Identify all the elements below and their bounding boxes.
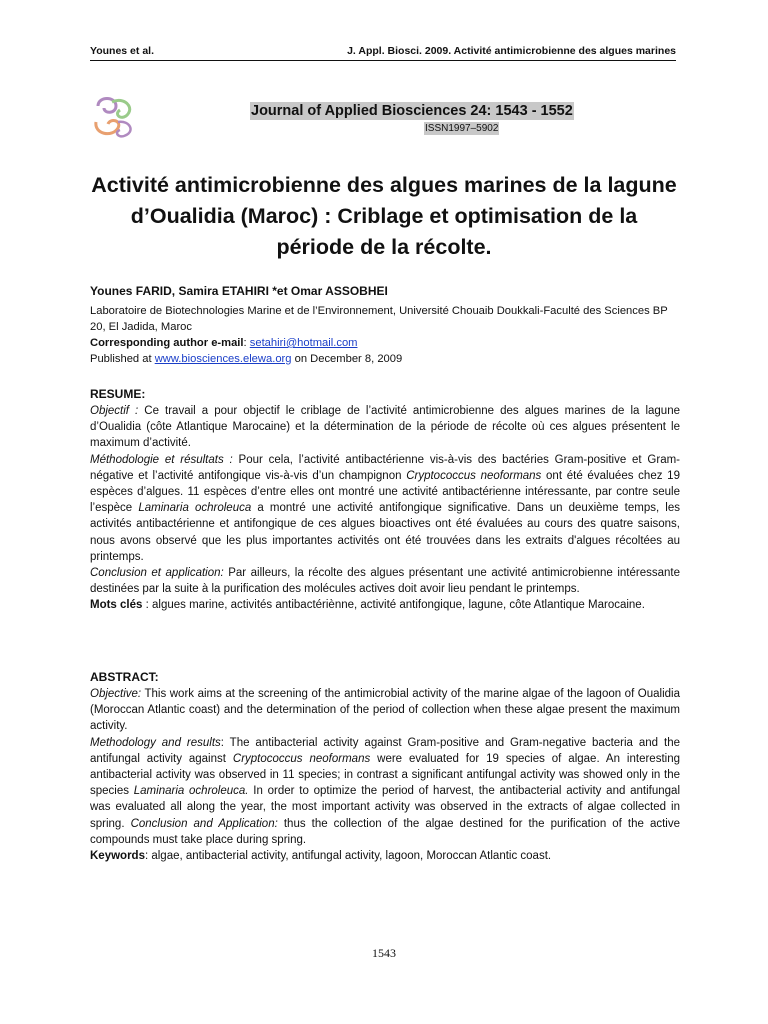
resume-methods xyxy=(90,452,680,565)
abstract-keywords-text: : algae, antibacterial activity, antifungal activity, lagoon, Moroccan Atlantic coast. xyxy=(144,850,552,863)
resume-methods-text-1: Pour cela, l’activité antibactérienne vis-à-vis des bactéries Gram-positive et Gram-négative et l’activité antifongique vis-à-vis d’un champignon xyxy=(90,453,680,482)
abstract-methods xyxy=(90,735,680,848)
resume-heading: RESUME: xyxy=(90,387,146,401)
publisher-url-link[interactable]: www.biosciences.elewa.org xyxy=(154,353,292,365)
resume-keywords xyxy=(90,597,680,613)
abstract-methods-text-2: were evaluated for 19 species of algae. An interesting antibacterial activity was observed in 11 species; in contrast a significant antifungal activity was showed only in the species xyxy=(90,752,680,798)
abstract-methods-text-3: In order to optimize the period of harvest, the antibacterial activity and antifungal was evaluated all along the year, the most important activity was observed in the extracts of algae collected in spring. xyxy=(90,785,681,830)
page-number: 1543 xyxy=(372,946,396,960)
publication-line xyxy=(90,351,680,367)
abstract-keywords-label: Keywords xyxy=(90,850,145,863)
abstract-keywords xyxy=(90,848,680,864)
resume-methods-label: Méthodologie et résultats : xyxy=(90,453,233,466)
resume-keywords-label: Mots clés xyxy=(90,599,143,612)
issn: ISSN1997–5902 xyxy=(425,123,499,134)
abstract-section xyxy=(90,668,680,864)
resume-objective-label: Objectif : xyxy=(90,405,139,417)
running-head-authors: Younes et al. xyxy=(90,45,154,57)
abstract-conclusion-label: Conclusion and Application: xyxy=(130,817,278,830)
resume-objective xyxy=(90,403,680,452)
abstract-objective xyxy=(90,686,680,735)
corresponding-email-link[interactable]: setahiri@hotmail.com xyxy=(249,337,358,349)
corresponding-author: Corresponding author e-mail: setahiri@hotmail.com xyxy=(90,337,358,349)
resume-conclusion-label: Conclusion et application: xyxy=(90,567,224,580)
resume-keywords-text: : algues marine, activités antibactériènne, activité antifongique, lagune, côte Atlantique Marocaine. xyxy=(142,599,645,612)
abstract-methods-label: Methodology and results xyxy=(90,736,221,749)
resume-objective-text: Ce travail a pour objectif le criblage de l’activité antimicrobienne des algues marines de la lagune d’Oualidia (côte Atlantique Marocaine) et la détermination de la période de récolte où ces algues présentent le maximum d’activité. xyxy=(90,405,680,450)
published-prefix: Published at xyxy=(90,353,152,365)
resume-species-2: Laminaria ochroleuca xyxy=(138,502,252,515)
resume-methods-text-3: a montré une activité antifongique significative. Dans un deuxième temps, les activités antibactérienne et antifongique de ces algues bioactives ont été évaluées au cours des quatre saisons, nous avons observé que les plus importantes activités ont été trouvées dans les extraits d'algues récoltées au printemps. xyxy=(90,502,680,563)
article-meta xyxy=(90,303,680,367)
journal-title: Journal of Applied Biosciences 24: 1543 - 1552 xyxy=(251,103,573,119)
resume-section xyxy=(90,385,680,614)
journal-logo-icon xyxy=(90,92,140,140)
authors: Younes FARID, Samira ETAHIRI *et Omar ASSOBHEI xyxy=(90,284,388,298)
affiliation: Laboratoire de Biotechnologies Marine et de l’Environnement, Université Chouaib Doukkali-Faculté des Sciences BP 20, El Jadida, Maroc xyxy=(90,305,668,333)
resume-conclusion xyxy=(90,565,680,597)
resume-species-1: Cryptococcus neoformans xyxy=(406,469,542,482)
corresponding-label: Corresponding author e-mail xyxy=(90,337,244,349)
abstract-objective-label: Objective: xyxy=(90,688,142,700)
resume-conclusion-text: Par ailleurs, la récolte des algues présentant une activité antimicrobienne intéressante destinées par la suite à la purification des molécules actives doit avoir lieu pendant le printemps. xyxy=(90,567,680,596)
abstract-species-2: Laminaria ochroleuca. xyxy=(133,785,249,798)
running-head-journal: J. Appl. Biosci. 2009. Activité antimicrobienne des algues marines xyxy=(347,45,676,57)
published-suffix: on December 8, 2009 xyxy=(294,353,403,365)
article-title: Activité antimicrobienne des algues marines de la lagune d’Oualidia (Maroc) : Criblage et optimisation de la période de la récolte. xyxy=(91,173,677,259)
abstract-methods-text-1: : The antibacterial activity against Gram-positive and Gram-negative bacteria and the antifungal activity against xyxy=(90,736,680,765)
resume-methods-text-2: ont été évaluées chez 19 espèces d’algues. 11 espèces d’entre elles ont montré une activité antibactérienne intéressante, par contre seule l’espèce xyxy=(90,469,680,515)
abstract-objective-text: This work aims at the screening of the antimicrobial activity of the marine algae of the lagoon of Oualidia (Moroccan Atlantic coast) and the determination of the period of collection when these algae present the maximum activity. xyxy=(90,688,680,733)
abstract-heading: ABSTRACT: xyxy=(90,670,159,684)
running-header xyxy=(90,44,676,61)
abstract-conclusion-text: thus the collection of the algae destined for the purification of the active compounds must take place during spring. xyxy=(90,817,680,846)
abstract-species-1: Cryptococcus neoformans xyxy=(232,752,371,765)
